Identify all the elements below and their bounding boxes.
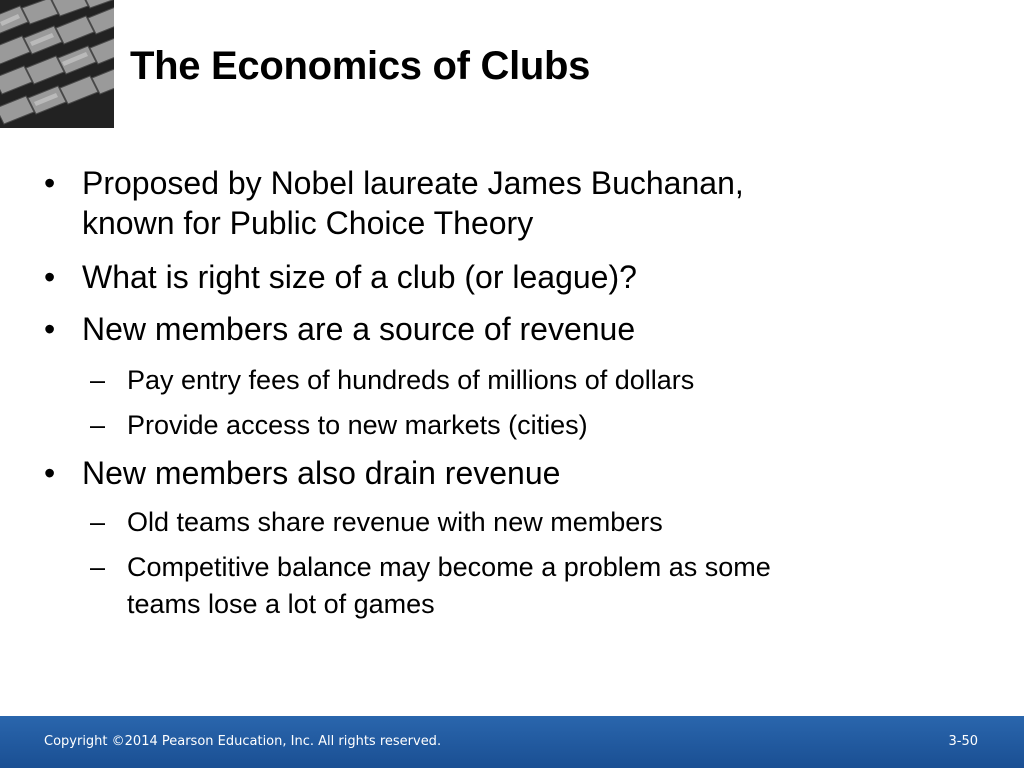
bullet-marker: • [44,311,56,347]
sub-bullet-text: teams lose a lot of games [127,589,435,619]
bullet-text: New members are a source of revenue [82,311,636,347]
sub-bullet-marker: – [90,365,106,395]
sub-bullet-marker: – [90,552,106,582]
sub-bullet-marker: – [90,410,106,440]
sub-bullet-text: Pay entry fees of hundreds of millions of dollars [127,365,695,395]
sub-bullet-text: Provide access to new markets (cities) [127,410,588,440]
bullet-text: Proposed by Nobel laureate James Buchanan, [82,165,744,201]
bullet-text: What is right size of a club (or league)? [82,259,637,295]
bullet-text: known for Public Choice Theory [82,205,534,241]
bullet-marker: • [44,259,56,295]
slide-title: The Economics of Clubs [130,44,591,88]
sub-bullet-text: Old teams share revenue with new members [127,507,663,537]
bullet-text: New members also drain revenue [82,455,561,491]
slide-footer [0,716,1024,768]
slide-number: 3-50 [948,734,978,749]
copyright-text: Copyright ©2014 Pearson Education, Inc. All rights reserved. [44,734,442,749]
sub-bullet-text: Competitive balance may become a problem as some [127,552,771,582]
bullet-marker: • [44,455,56,491]
stadium-seats-image [0,0,114,128]
bullet-marker: • [44,165,56,201]
sub-bullet-marker: – [90,507,106,537]
